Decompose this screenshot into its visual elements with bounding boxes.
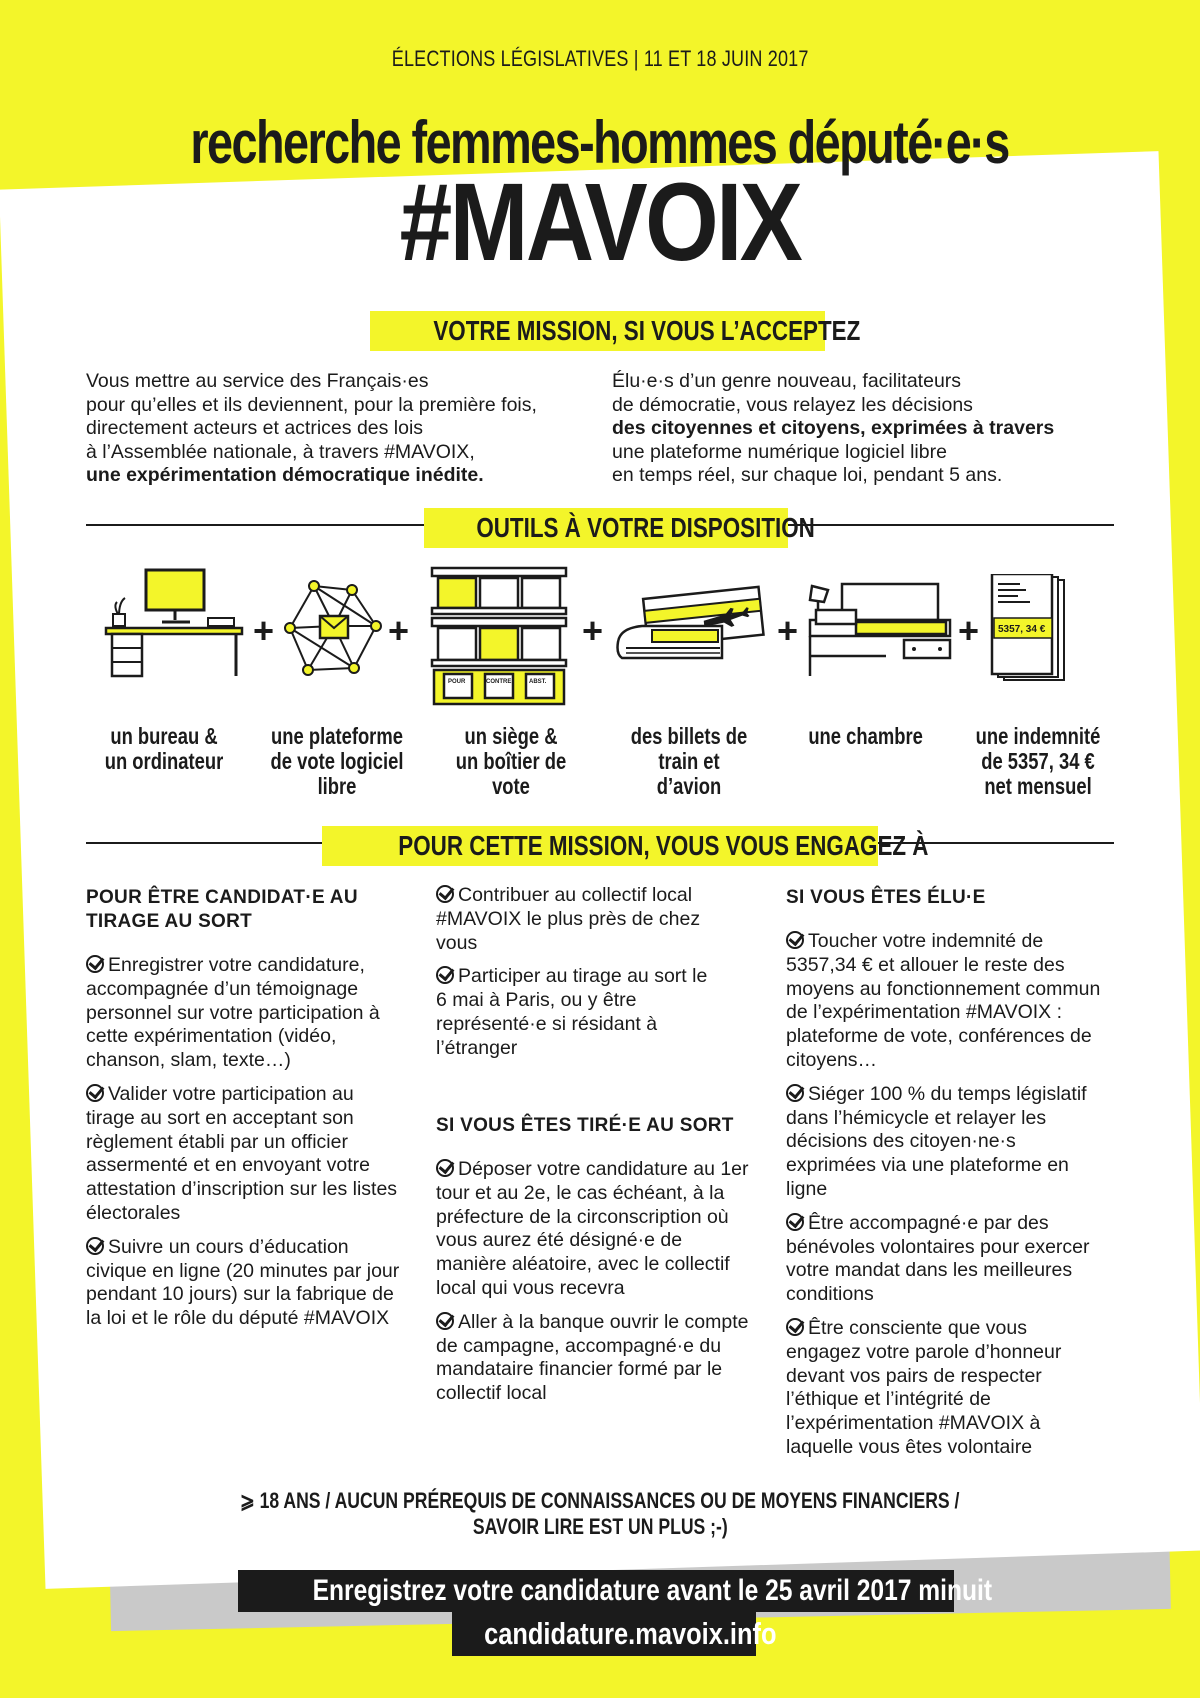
list-item: Enregistrer votre candidature, accompagnée d’un témoignage personnel sur votre participation à cette expérimentation (vidéo, chanson, slam, texte…) — [86, 954, 380, 1072]
list-item: Déposer votre candidature au 1er tour et au 2e, le cas échéant, à la préfecture de la circonscription où vous aurez été désigné·e de manière aléatoire, avec le collectif local qui vous recevra — [436, 1158, 756, 1301]
pay-amount: 5357, 34 € — [998, 624, 1046, 635]
vote-pour-label: POUR — [448, 679, 466, 685]
check-icon — [786, 931, 804, 949]
list-item: Valider votre participation au tirage au sort en acceptant son règlement établi par un officier assermenté et en envoyant votre attestation d’inscription sur les listes électorales — [86, 1082, 398, 1224]
check-icon — [436, 1312, 454, 1330]
tool-label-desk: un bureau & un ordinateur — [104, 723, 224, 774]
plus-sign: + — [582, 610, 604, 651]
plus-sign: + — [777, 610, 799, 651]
mission-title: VOTRE MISSION, SI VOUS L’ACCEPTEZ — [370, 311, 825, 351]
plus-sign: + — [253, 610, 275, 651]
list-item: Suivre un cours d’éducation civique en ligne (20 minutes par jour pendant 10 jours) sur la fabrique de la loi et le rôle du député #MAVOIX — [86, 1235, 400, 1330]
check-icon — [786, 1213, 804, 1231]
train-plane-tickets-icon — [612, 584, 772, 669]
requirements: ⩾ 18 ANS / AUCUN PRÉREQUIS DE CONNAISSANCES OU DE MOYENS FINANCIERS / SAVOIR LIRE EST UN PLUS ;-) — [240, 1488, 960, 1539]
pay-slip-icon — [990, 574, 1070, 689]
candidature-link[interactable]: candidature.mavoix.info — [452, 1612, 756, 1656]
mission-left-text: Vous mettre au service des Français·es pour qu’elles et ils deviennent, pour la première fois, directement acteurs et actrices des lois à l’Assemblée nationale, à travers #MAVOIX, une expérimentation démocratique inédite. — [86, 370, 537, 486]
hashtag-title: #MAVOIX — [399, 161, 801, 284]
list-item: Siéger 100 % du temps législatif dans l’hémicycle et relayer les décisions des citoyen·ne·s exprimées via une plateforme en ligne — [786, 1083, 1106, 1202]
column-heading: SI VOUS ÊTES TIRÉ·E AU SORT — [436, 1115, 734, 1136]
headline: recherche femmes-hommes député·e·s — [190, 109, 1010, 176]
bed-icon — [806, 580, 956, 685]
vote-abst-label: ABST. — [529, 679, 547, 685]
plus-sign: + — [958, 610, 980, 651]
check-icon — [786, 1318, 804, 1336]
network-platform-icon — [284, 578, 384, 683]
column-collective — [436, 884, 716, 1071]
list-item: Toucher votre indemnité de 5357,34 € et allouer le reste des moyens au fonctionnement commun de l’expérimentation #MAVOIX : plateforme de vote, conférences de citoyens… — [786, 930, 1101, 1071]
check-icon — [86, 955, 104, 973]
list-item: Être consciente que vous engagez votre parole d’honneur devant vos pairs de respecter l’éthique et l’intégrité de l’expérimentation #MAVOIX à laquelle vous êtes volontaire — [786, 1316, 1062, 1458]
tool-label-room: une chambre — [808, 723, 924, 749]
list-item: Être accompagné·e par des bénévoles volontaires pour exercer votre mandat dans les meilleures conditions — [786, 1211, 1090, 1306]
check-icon — [86, 1237, 104, 1255]
plus-sign: + — [388, 610, 410, 651]
desk-computer-icon — [104, 568, 244, 683]
vote-contre-label: CONTRE — [486, 679, 512, 685]
mission-right-text: Élu·e·s d’un genre nouveau, facilitateurs de démocratie, vous relayez les décisions des citoyennes et citoyens, exprimées à travers une plateforme numérique logiciel libre en temps réel, sur chaque loi, pendant 5 ans. — [612, 370, 1055, 486]
tool-label-platform: une plateforme de vote logiciel libre — [270, 723, 404, 799]
check-icon — [436, 966, 454, 984]
column-heading: SI VOUS ÊTES ÉLU·E — [786, 887, 986, 908]
engagement-title: POUR CETTE MISSION, VOUS VOUS ENGAGEZ À — [322, 826, 878, 866]
column-heading: POUR ÊTRE CANDIDAT·E AU TIRAGE AU SORT — [86, 887, 358, 932]
deadline-banner: Enregistrez votre candidature avant le 25 avril 2017 minuit — [238, 1570, 954, 1612]
check-icon — [86, 1084, 104, 1102]
tool-label-seat: un siège & un boîtier de vote — [455, 723, 567, 799]
tool-label-tickets: des billets de train et d’avion — [630, 723, 748, 799]
list-item: Aller à la banque ouvrir le compte de campagne, accompagné·e du mandataire financier formé par le collectif local — [436, 1311, 756, 1406]
tool-label-pay: une indemnité de 5357, 34 € net mensuel — [975, 723, 1101, 799]
column-elected — [786, 886, 1106, 1470]
seat-voting-box-icon — [430, 566, 570, 711]
column-drawn — [436, 1114, 756, 1416]
tools-title: OUTILS À VOTRE DISPOSITION — [424, 508, 788, 548]
election-date: ÉLECTIONS LÉGISLATIVES | 11 ET 18 JUIN 2017 — [391, 46, 809, 71]
check-icon — [786, 1084, 804, 1102]
check-icon — [436, 1159, 454, 1177]
column-candidate — [86, 886, 406, 1341]
list-item: Contribuer au collectif local #MAVOIX le plus près de chez vous — [436, 884, 701, 954]
list-item: Participer au tirage au sort le 6 mai à Paris, ou y être représenté·e si résidant à l’étranger — [436, 965, 716, 1060]
check-icon — [436, 885, 454, 903]
